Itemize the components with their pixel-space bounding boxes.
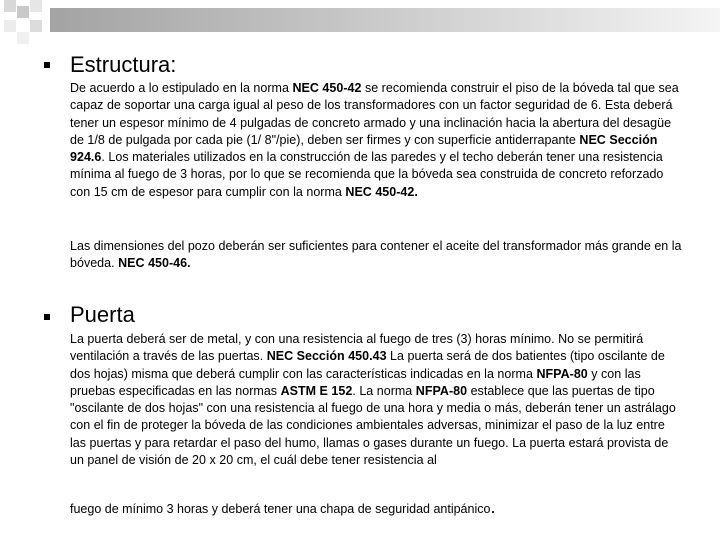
section-heading-estructura: Estructura: — [70, 52, 177, 77]
section-heading-puerta: Puerta — [70, 302, 135, 327]
section-bullet — [44, 314, 50, 320]
decor-square — [17, 6, 29, 18]
reference-code: NEC 450-42. — [345, 184, 418, 199]
text-run: Las dimensiones del pozo deberán ser suficientes para contener el aceite del transformador más grande en la bóveda. — [70, 239, 682, 271]
header-decoration — [0, 0, 720, 45]
paragraph-estructura-2 — [70, 238, 684, 273]
text-run: y con las pruebas especificadas en las normas — [70, 366, 641, 398]
reference-code: NFPA-80 — [536, 366, 588, 381]
paragraph-puerta-last-line — [70, 499, 495, 518]
text-run: La puerta será de dos batientes (tipo oscilante de dos hojas) misma que deberá cumplir con las características indicadas en la norma — [70, 349, 665, 381]
reference-code: ASTM E 152 — [280, 383, 353, 398]
section-bullet — [44, 62, 50, 68]
text-run: De acuerdo a lo estipulado en la norma — [70, 81, 293, 95]
last-line-dot: . — [490, 497, 496, 517]
paragraph-estructura-1 — [70, 80, 684, 201]
reference-code: NFPA-80 — [415, 383, 468, 398]
text-run: La puerta deberá ser de metal, y con una resistencia al fuego de tres (3) horas mínimo. No se permitirá ventilación a través de las puertas. — [70, 332, 644, 364]
decor-square — [30, 0, 42, 12]
last-line-text: fuego de mínimo 3 horas y deberá tener una chapa de seguridad antipánico — [70, 502, 491, 516]
text-run: . Los materiales utilizados en la construcción de las paredes y el techo deberán tener una resistencia mínima al fuego de 3 horas, por lo que se recomienda que la bóveda sea construida de concreto reforzado con 15 cm de espesor para cumplir con la norma — [70, 150, 664, 199]
decor-square — [4, 0, 16, 12]
decor-square — [4, 20, 16, 32]
text-run: se recomienda construir el piso de la bóveda tal que sea capaz de soportar una carga igual al peso de los transformadores con un factor seguridad de 6. Esta deberá tener un espesor mínimo de 4 pulgadas de concreto armado y una inclinación hacia la abertura del desagüe de 1/8 de pulgada por cada pie (1/ 8"/pie), deben ser firmes y con superficie antiderrapante — [70, 81, 679, 147]
reference-code: NEC Sección 924.6 — [70, 132, 658, 165]
reference-code: NEC 450-46. — [118, 256, 191, 271]
reference-code: NEC Sección 450.43 — [266, 349, 387, 364]
paragraph-puerta-1 — [70, 331, 684, 469]
text-run: establece que las puertas de tipo "oscilante de dos hojas" con una resistencia al fuego de una hora y media o más, deberán tener un astrálago con el fin de proteger la bóveda de las condiciones ambientales adversas, minimizar el paso de la luz entre las puertas y para retardar el paso del humo, llamas o gases durante un fuego. La puerta estará provista de un panel de visión de 20 x 20 cm, el cuál debe tener resistencia al — [70, 383, 676, 468]
reference-code: NEC 450-42 — [292, 81, 362, 95]
decor-square — [17, 32, 29, 44]
decor-square — [30, 20, 42, 32]
header-gradient-bar — [50, 8, 720, 32]
text-run: . La norma — [352, 383, 416, 398]
